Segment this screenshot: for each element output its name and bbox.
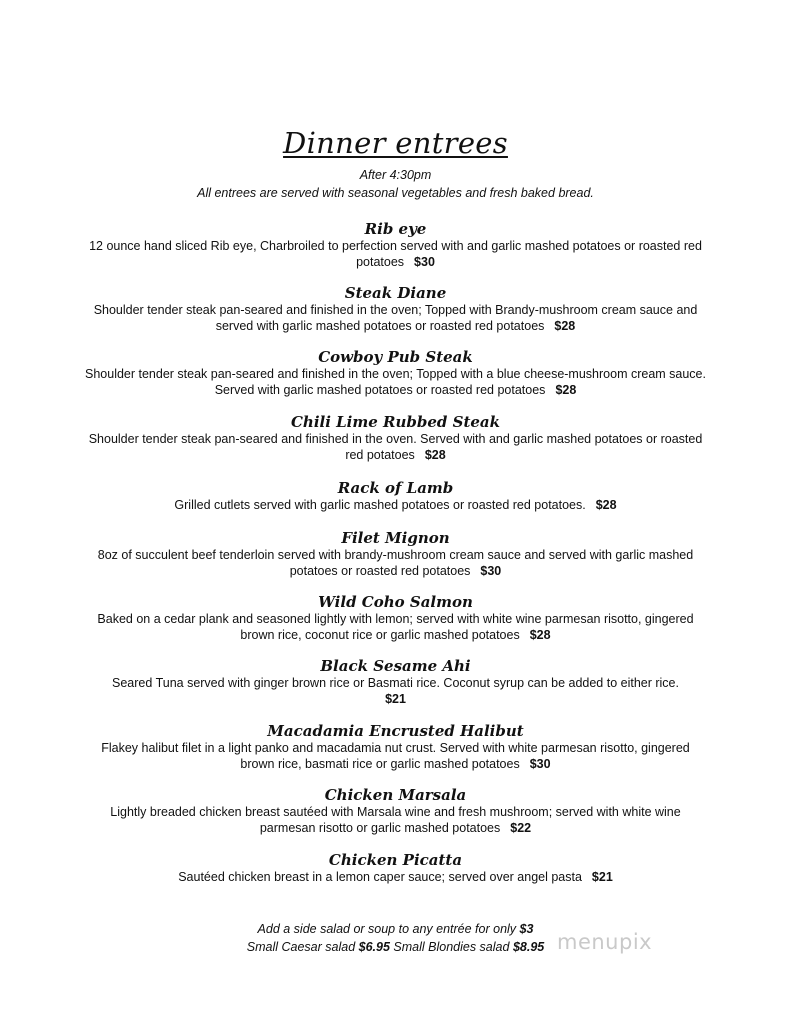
caesar-salad-price: $6.95	[358, 940, 390, 954]
side-offer-price: $3	[519, 922, 534, 936]
entree-description: Seared Tuna served with ginger brown rice or Basmati rice. Coconut syrup can be added to either rice.	[112, 676, 679, 690]
entree-description: Baked on a cedar plank and seasoned lightly with lemon; served with white wine parmesan risotto, gingered brown rice, coconut rice or garlic mashed potatoes	[97, 612, 694, 642]
entree-price: $28	[555, 382, 577, 397]
entree-name: Rack of Lamb	[337, 479, 454, 497]
entree-price: $21	[385, 691, 406, 706]
entree-description: Shoulder tender steak pan-seared and finished in the oven; Topped with a blue cheese-mushroom cream sauce. Served with garlic mashed potatoes or roasted red potatoes	[85, 367, 706, 397]
entree-chili-lime-rubbed-steak	[85, 413, 706, 463]
caesar-salad-text: Small Caesar salad	[246, 940, 356, 954]
entree-rack-of-lamb	[85, 479, 706, 514]
entree-description: Grilled cutlets served with garlic mashed potatoes or roasted red potatoes.	[174, 498, 586, 512]
entree-filet-mignon	[85, 529, 706, 579]
entree-name: Filet Mignon	[341, 529, 450, 547]
sides-note: All entrees are served with seasonal vegetables and fresh baked bread.	[197, 186, 594, 200]
entree-price: $28	[424, 447, 446, 462]
entree-name: Steak Diane	[344, 284, 447, 302]
entree-name: Chicken Marsala	[324, 786, 467, 804]
page-title: Dinner entrees	[283, 126, 508, 160]
entree-name: Wild Coho Salmon	[318, 593, 473, 611]
entree-description: Lightly breaded chicken breast sautéed with Marsala wine and fresh mushroom; served with white wine parmesan risotto or garlic mashed potatoes	[110, 805, 681, 835]
entree-description: Sautéed chicken breast in a lemon caper sauce; served over angel pasta	[178, 870, 582, 884]
entree-price: $30	[414, 254, 435, 269]
menupix-watermark: menupix	[557, 930, 653, 954]
entree-name: Chili Lime Rubbed Steak	[290, 413, 501, 431]
entree-price: $22	[510, 820, 532, 835]
entree-price: $30	[529, 756, 551, 771]
entree-black-sesame-ahi	[85, 657, 706, 707]
entree-name: Chicken Picatta	[328, 851, 463, 869]
entree-description: 12 ounce hand sliced Rib eye, Charbroiled to perfection served with and garlic mashed potatoes or roasted red potatoes	[89, 239, 702, 269]
entree-name: Macadamia Encrusted Halibut	[267, 722, 524, 740]
blondies-salad-text: Small Blondies salad	[393, 940, 510, 954]
entree-chicken-marsala	[85, 786, 706, 836]
blondies-salad-price: $8.95	[512, 940, 545, 954]
entree-macadamia-encrusted-halibut	[85, 722, 706, 772]
entree-description: Shoulder tender steak pan-seared and finished in the oven; Topped with Brandy-mushroom cream sauce and served with garlic mashed potatoes or roasted red potatoes	[93, 303, 698, 333]
entree-description: 8oz of succulent beef tenderloin served with brandy-mushroom cream sauce and served with garlic mashed potatoes or roasted red potatoes	[97, 548, 694, 578]
footer-side-line	[0, 921, 791, 938]
entree-rib-eye	[85, 220, 706, 270]
entree-price: $28	[529, 627, 551, 642]
side-offer-text: Add a side salad or soup to any entrée for only	[257, 922, 517, 936]
entree-description: Flakey halibut filet in a light panko and macadamia nut crust. Served with white parmesan risotto, gingered brown rice, basmati rice or garlic mashed potatoes	[101, 741, 690, 771]
time-note: After 4:30pm	[359, 168, 432, 182]
entree-price: $28	[595, 498, 617, 512]
entree-name: Cowboy Pub Steak	[318, 348, 473, 366]
entree-price: $21	[591, 870, 613, 884]
entree-name: Black Sesame Ahi	[320, 657, 471, 675]
entree-description: Shoulder tender steak pan-seared and finished in the oven. Served with and garlic mashed potatoes or roasted red potatoes	[88, 432, 703, 462]
footer-salad-line	[0, 939, 791, 956]
entree-price: $30	[480, 563, 502, 578]
entree-name: Rib eye	[364, 220, 427, 238]
entree-steak-diane	[85, 284, 706, 334]
entree-cowboy-pub-steak	[85, 348, 706, 398]
entree-price: $28	[554, 318, 576, 333]
entree-chicken-picatta	[85, 851, 706, 886]
entree-wild-coho-salmon	[85, 593, 706, 643]
